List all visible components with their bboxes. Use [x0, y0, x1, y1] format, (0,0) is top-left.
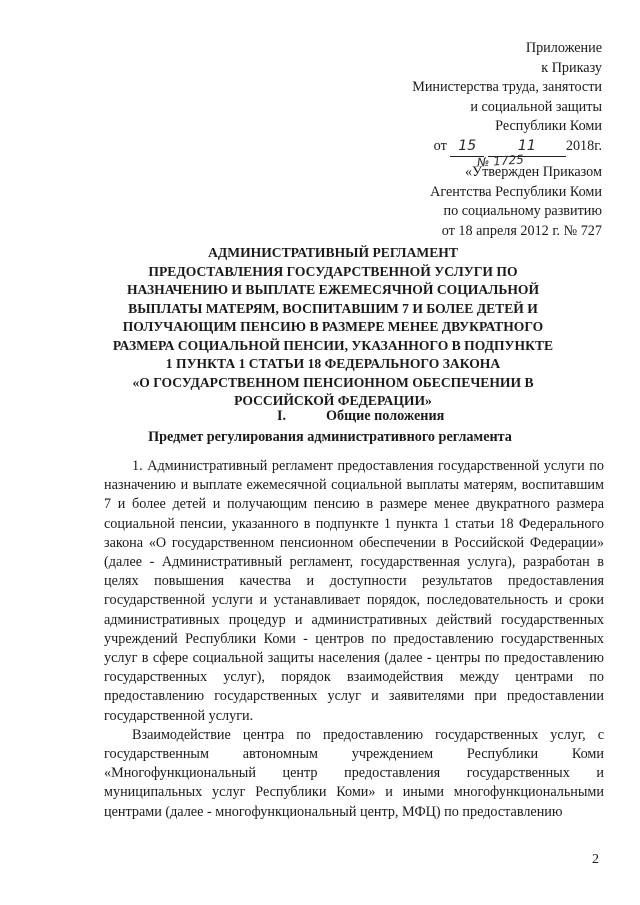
header-line: Республики Коми — [495, 118, 602, 134]
title-line: ПОЛУЧАЮЩИМ ПЕНСИЮ В РАЗМЕРЕ МЕНЕЕ ДВУКРАТНОГО — [122, 319, 544, 334]
approved-line: «Утвержден Приказом — [464, 164, 602, 180]
title-line: «О ГОСУДАРСТВЕННОМ ПЕНСИОННОМ ОБЕСПЕЧЕНИИ В — [132, 374, 534, 390]
section-number: I. — [277, 408, 287, 424]
appendix-header — [380, 39, 602, 170]
paragraph: 1. Административный регламент предоставления государственной услуги по назначению и выплате ежемесячной социальной выплаты матерям, воспитавшим 7 и более детей и получающим пенсию в размере менее двукратного размера социальной пенсии, указанного в подпункте 1 пункта 1 статьи 18 Федерального закона «О государственном пенсионном обеспечении в Российской Федерации» (далее - Административный регламент, государственная услуга), разработан в целях повышения качества и доступности результатов предоставления государственной услуги и устанавливает порядок, последовательность и сроки административных процедур и административных действий государственных учреждений Республики Коми - центров по предоставлению государственных услуг в сфере социальной защиты населения (далее - центры по предоставлению государственных услуг), порядок взаимодействия между центрами по предоставлению государственных услуг и заявителями при предоставлении государственной услуги. — [104, 458, 604, 724]
paragraph: Взаимодействие центра по предоставлению государственных услуг, с государственным автономным учреждением Республики Коми «Многофункциональный центр предоставления государственных и муниципальных услуг Республики Коми» и иными многофункциональными центрами (далее - многофункциональный центр, МФЦ) по предоставлению — [104, 726, 604, 820]
approved-block — [380, 163, 602, 241]
approved-line: по социальному развитию — [443, 203, 602, 219]
header-line: Министерства труда, занятости — [412, 79, 602, 95]
title-line: 1 ПУНКТА 1 СТАТЬИ 18 ФЕДЕРАЛЬНОГО ЗАКОНА — [165, 356, 501, 371]
date-year: 2018г. — [565, 137, 602, 154]
order-number: № 1725 — [476, 151, 525, 170]
approved-line: от 18 апреля 2012 г. № 727 — [441, 222, 602, 239]
document-title — [88, 244, 578, 411]
header-line: и социальной защиты — [470, 98, 602, 115]
subsection-heading: Предмет регулирования административного регламента — [148, 429, 512, 445]
section-title: Общие положения — [326, 408, 445, 424]
title-line: РАЗМЕРА СОЦИАЛЬНОЙ ПЕНСИИ, УКАЗАННОГО В ПОДПУНКТЕ — [112, 337, 554, 353]
title-line: ПРЕДОСТАВЛЕНИЯ ГОСУДАРСТВЕННОЙ УСЛУГИ ПО — [148, 263, 518, 279]
page-number: 2 — [592, 852, 599, 867]
body-text — [104, 457, 604, 822]
title-line: ВЫПЛАТЫ МАТЕРЯМ, ВОСПИТАВШИМ 7 И БОЛЕЕ ДЕТЕЙ И — [128, 300, 538, 316]
date-prefix: от — [433, 137, 447, 154]
header-line: Приложение — [525, 40, 602, 56]
title-line: РОССИЙСКОЙ ФЕДЕРАЦИИ» — [234, 393, 432, 408]
title-line: АДМИНИСТРАТИВНЫЙ РЕГЛАМЕНТ — [208, 245, 458, 260]
date-day: 15 — [450, 137, 484, 158]
header-line: к Приказу — [541, 59, 602, 76]
date-month: 11 — [488, 137, 566, 158]
approved-line: Агентства Республики Коми — [430, 183, 602, 200]
title-line: НАЗНАЧЕНИЮ И ВЫПЛАТЕ ЕЖЕМЕСЯЧНОЙ СОЦИАЛЬНОЙ — [126, 282, 540, 297]
order-date-line — [380, 137, 602, 170]
